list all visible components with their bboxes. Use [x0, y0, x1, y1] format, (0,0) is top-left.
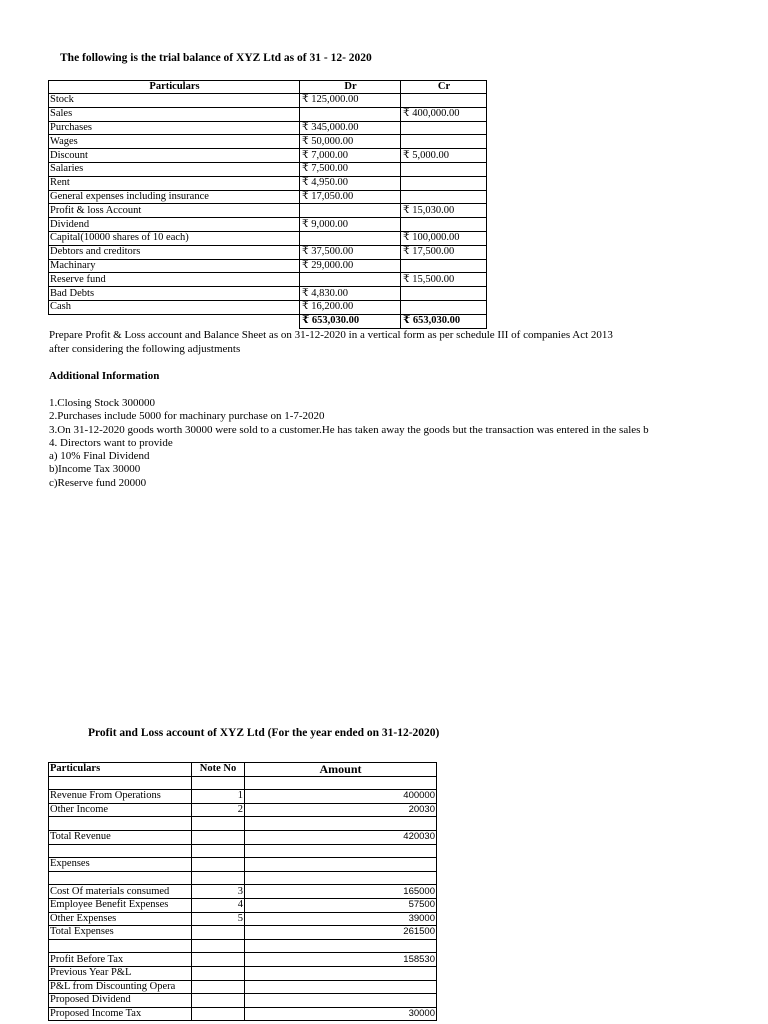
row-particular: Reserve fund	[49, 273, 300, 287]
pl-row-note	[192, 953, 245, 967]
trial-balance-total	[49, 314, 487, 328]
row-dr: ₹ 4,830.00	[300, 287, 401, 301]
pl-row-amount: 39000	[245, 912, 437, 926]
header-cr: Cr	[401, 81, 487, 94]
pl-row-amount: 30000	[245, 1007, 437, 1021]
profit-loss-table	[48, 762, 437, 1021]
pl-header-particulars: Particulars	[49, 763, 192, 777]
row-cr	[401, 190, 487, 204]
pl-row	[49, 1007, 437, 1021]
pl-row	[49, 980, 437, 994]
row-dr: ₹ 7,500.00	[300, 162, 401, 176]
row-particular: Rent	[49, 176, 300, 190]
pl-total-revenue-row	[49, 830, 437, 844]
pl-row-particular: Other Income	[49, 803, 192, 817]
trial-balance-row	[49, 149, 487, 163]
trial-balance-table	[48, 80, 487, 329]
trial-balance-header	[49, 81, 487, 94]
pl-row-particular: Proposed Dividend	[49, 994, 192, 1008]
row-dr: ₹ 125,000.00	[300, 94, 401, 108]
pl-title: Profit and Loss account of XYZ Ltd (For the year ended on 31-12-2020)	[88, 727, 440, 739]
additional-info-item: 2.Purchases include 5000 for machinary purchase on 1-7-2020	[49, 410, 325, 423]
pl-row-note: 5	[192, 912, 245, 926]
pl-row-note	[192, 1007, 245, 1021]
instruction-line-2: after considering the following adjustments	[49, 343, 241, 355]
row-cr	[401, 287, 487, 301]
pl-row-amount: 400000	[245, 790, 437, 804]
row-cr	[401, 218, 487, 232]
row-particular: Cash	[49, 300, 300, 314]
page-heading: The following is the trial balance of XYZ Ltd as of 31 - 12- 2020	[60, 52, 372, 64]
trial-balance-row	[49, 245, 487, 259]
row-dr: ₹ 50,000.00	[300, 135, 401, 149]
row-particular: Purchases	[49, 121, 300, 135]
row-particular: Bad Debts	[49, 287, 300, 301]
row-dr	[300, 204, 401, 218]
pl-row	[49, 803, 437, 817]
trial-balance-row	[49, 300, 487, 314]
row-cr	[401, 176, 487, 190]
row-cr	[401, 300, 487, 314]
trial-balance-row	[49, 176, 487, 190]
row-cr	[401, 162, 487, 176]
pl-row-amount	[245, 966, 437, 980]
row-cr: ₹ 5,000.00	[401, 149, 487, 163]
trial-balance-row	[49, 190, 487, 204]
additional-info-item: 3.On 31-12-2020 goods worth 30000 were sold to a customer.He has taken away the goods but the transaction was entered in the sales b	[49, 423, 649, 436]
additional-info-item: 4. Directors want to provide	[49, 436, 173, 449]
row-particular: Stock	[49, 94, 300, 108]
trial-balance-row	[49, 204, 487, 218]
row-particular: Discount	[49, 149, 300, 163]
row-dr: ₹ 4,950.00	[300, 176, 401, 190]
pl-row	[49, 926, 437, 940]
pl-row-particular: Profit Before Tax	[49, 953, 192, 967]
trial-balance-row	[49, 259, 487, 273]
row-cr	[401, 135, 487, 149]
row-dr: ₹ 16,200.00	[300, 300, 401, 314]
row-dr: ₹ 29,000.00	[300, 259, 401, 273]
pl-row-note: 3	[192, 885, 245, 899]
pl-row-note: 4	[192, 898, 245, 912]
row-dr: ₹ 7,000.00	[300, 149, 401, 163]
row-particular: Salaries	[49, 162, 300, 176]
pl-row-note: 1	[192, 790, 245, 804]
row-dr: ₹ 345,000.00	[300, 121, 401, 135]
pl-row-note	[192, 994, 245, 1008]
row-cr	[401, 94, 487, 108]
pl-row-particular: Proposed Income Tax	[49, 1007, 192, 1021]
trial-balance-row	[49, 135, 487, 149]
pl-total-revenue-amount: 420030	[245, 830, 437, 844]
row-dr	[300, 231, 401, 245]
row-particular: Profit & loss Account	[49, 204, 300, 218]
header-dr: Dr	[300, 81, 401, 94]
pl-row	[49, 994, 437, 1008]
pl-row-note	[192, 966, 245, 980]
pl-row-amount: 261500	[245, 926, 437, 940]
trial-balance-row	[49, 162, 487, 176]
trial-balance-row	[49, 287, 487, 301]
pl-header	[49, 763, 437, 777]
row-dr: ₹ 9,000.00	[300, 218, 401, 232]
pl-row-particular: Employee Benefit Expenses	[49, 898, 192, 912]
additional-info-title: Additional Information	[49, 370, 160, 382]
additional-info-item: c)Reserve fund 20000	[49, 476, 147, 489]
pl-row-note	[192, 980, 245, 994]
pl-row-particular: Other Expenses	[49, 912, 192, 926]
pl-row-note: 2	[192, 803, 245, 817]
pl-row	[49, 790, 437, 804]
pl-row-amount: 20030	[245, 803, 437, 817]
row-particular: Debtors and creditors	[49, 245, 300, 259]
pl-row-amount: 158530	[245, 953, 437, 967]
pl-header-amount: Amount	[245, 763, 437, 777]
pl-row-amount	[245, 980, 437, 994]
pl-header-note: Note No	[192, 763, 245, 777]
pl-row-amount	[245, 994, 437, 1008]
row-particular: Wages	[49, 135, 300, 149]
trial-balance-row	[49, 94, 487, 108]
total-cr: ₹ 653,030.00	[401, 314, 487, 328]
row-cr: ₹ 400,000.00	[401, 107, 487, 121]
row-particular: Dividend	[49, 218, 300, 232]
pl-row-particular: P&L from Discounting Opera	[49, 980, 192, 994]
pl-row-note	[192, 926, 245, 940]
row-dr: ₹ 17,050.00	[300, 190, 401, 204]
pl-row-amount: 57500	[245, 898, 437, 912]
pl-row	[49, 912, 437, 926]
row-cr: ₹ 15,500.00	[401, 273, 487, 287]
pl-row-amount: 165000	[245, 885, 437, 899]
pl-expenses-label-row	[49, 858, 437, 872]
pl-row-particular: Revenue From Operations	[49, 790, 192, 804]
total-dr: ₹ 653,030.00	[300, 314, 401, 328]
row-dr	[300, 107, 401, 121]
pl-row-particular: Total Expenses	[49, 926, 192, 940]
row-dr: ₹ 37,500.00	[300, 245, 401, 259]
pl-row-particular: Previous Year P&L	[49, 966, 192, 980]
trial-balance-row	[49, 231, 487, 245]
row-particular: General expenses including insurance	[49, 190, 300, 204]
additional-info-item: a) 10% Final Dividend	[49, 450, 150, 463]
row-cr	[401, 121, 487, 135]
additional-info-item: b)Income Tax 30000	[49, 463, 141, 476]
additional-info-item: 1.Closing Stock 300000	[49, 397, 156, 409]
trial-balance-row	[49, 218, 487, 232]
row-particular: Sales	[49, 107, 300, 121]
row-cr: ₹ 15,030.00	[401, 204, 487, 218]
pl-total-revenue-label: Total Revenue	[49, 830, 192, 844]
instruction-line-1: Prepare Profit & Loss account and Balance Sheet as on 31-12-2020 in a vertical form as per schedule III of companies Act 2013	[49, 329, 613, 341]
row-particular: Machinary	[49, 259, 300, 273]
pl-row	[49, 953, 437, 967]
pl-row-particular: Cost Of materials consumed	[49, 885, 192, 899]
pl-row	[49, 885, 437, 899]
additional-info-list	[49, 397, 649, 490]
row-particular: Capital(10000 shares of 10 each)	[49, 231, 300, 245]
trial-balance-row	[49, 273, 487, 287]
trial-balance-row	[49, 121, 487, 135]
pl-row	[49, 898, 437, 912]
row-dr	[300, 273, 401, 287]
trial-balance-row	[49, 107, 487, 121]
row-cr	[401, 259, 487, 273]
header-particulars: Particulars	[49, 81, 300, 94]
pl-row	[49, 966, 437, 980]
pl-expenses-label: Expenses	[49, 858, 192, 872]
row-cr: ₹ 100,000.00	[401, 231, 487, 245]
row-cr: ₹ 17,500.00	[401, 245, 487, 259]
